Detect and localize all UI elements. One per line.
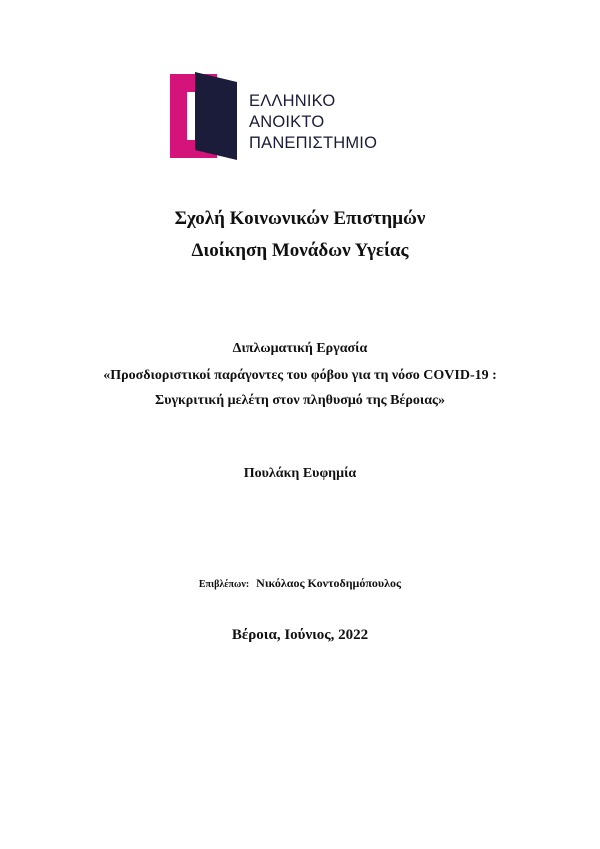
logo-text-line1: ΕΛΛΗΝΙΚΟ <box>249 92 336 110</box>
thesis-label: Διπλωματική Εργασία <box>232 341 368 356</box>
thesis-title-line1: «Προσδιοριστικοί παράγοντες του φόβου για τη νόσο COVID-19 : <box>103 368 497 383</box>
supervisor <box>0 576 600 591</box>
school-name: Σχολή Κοινωνικών Επιστημών <box>174 208 426 229</box>
logo-text-line3: ΠΑΝΕΠΙΣΤΗΜΙΟ <box>249 134 378 152</box>
program-name: Διοίκηση Μονάδων Υγείας <box>191 240 409 261</box>
place-date: Βέροια, Ιούνιος, 2022 <box>231 627 369 643</box>
thesis-title-line2: Συγκριτική μελέτη στον πληθυσμό της Βέροιας» <box>155 393 445 408</box>
supervisor-label: Επιβλέπων: <box>198 579 250 590</box>
university-logo <box>165 70 395 160</box>
supervisor-name: Νικόλαος Κοντοδημόπουλος <box>256 576 402 590</box>
author-name: Πουλάκη Ευφημία <box>243 466 357 481</box>
logo-text-line2: ΑΝΟΙΚΤΟ <box>249 113 325 131</box>
logo-emblem-icon <box>165 70 245 160</box>
